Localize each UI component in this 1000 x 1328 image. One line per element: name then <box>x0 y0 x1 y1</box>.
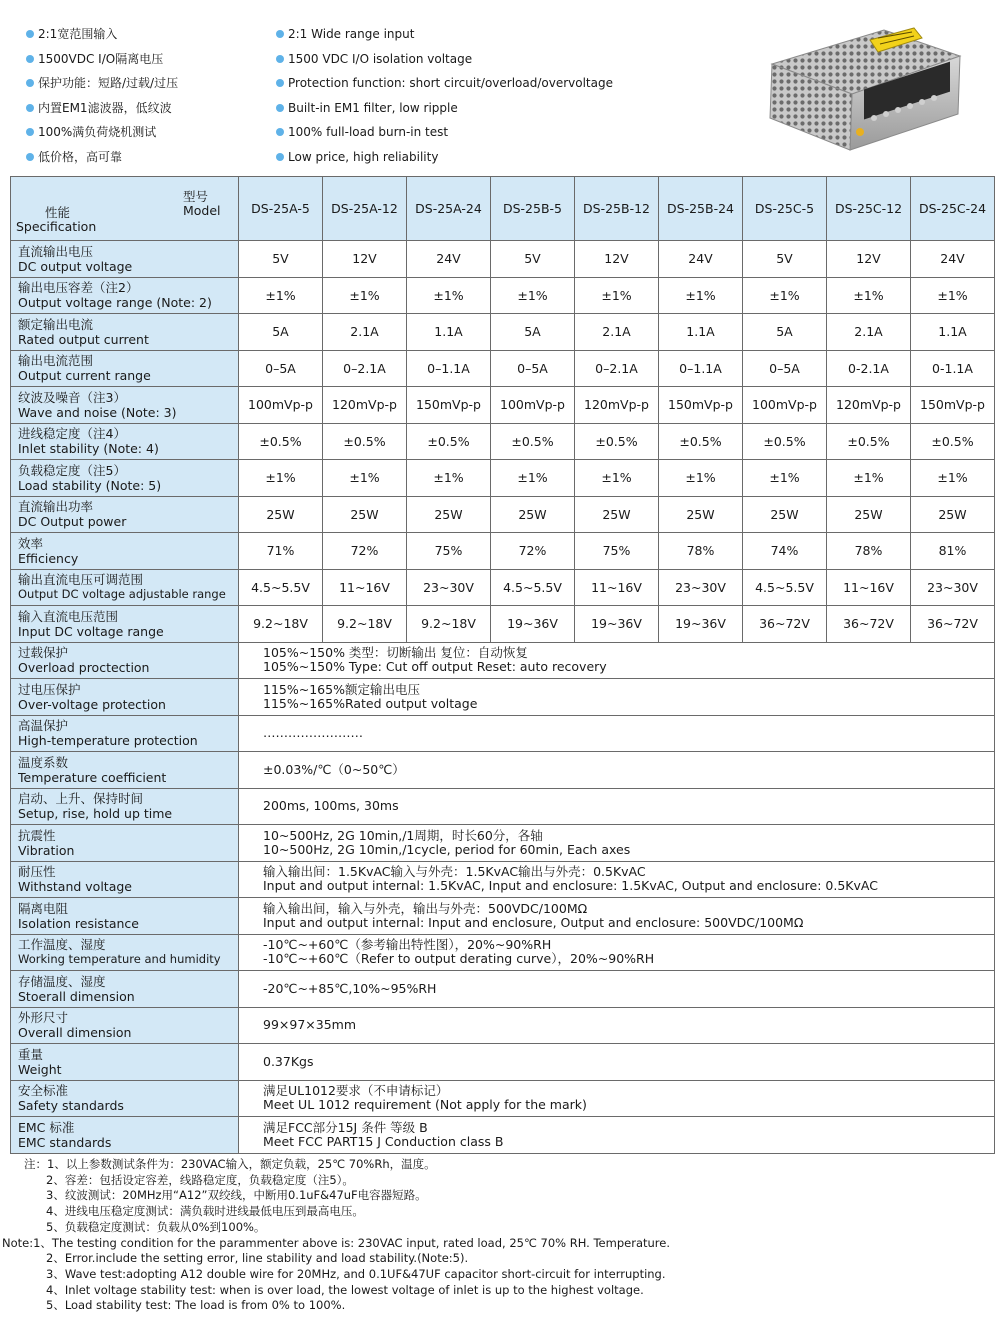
row-label-cn: 存储温度、湿度 <box>18 973 106 989</box>
model-rows <box>11 241 995 643</box>
spec-label-en: Specification <box>16 219 97 234</box>
row-label-en: Wave and noise (Note: 3) <box>18 404 177 420</box>
spec-value-cell <box>239 679 995 716</box>
feature-item: 1500VDC I/O隔离电压 <box>26 47 178 72</box>
row-label-en: Weight <box>18 1061 62 1077</box>
spec-value-cell: 0–5A <box>491 350 575 387</box>
spec-value-cell: 150mVp-p <box>407 387 491 424</box>
spec-value-cell <box>239 934 995 971</box>
row-label-en: Rated output current <box>18 331 149 347</box>
table-row <box>11 752 995 789</box>
spec-value-line: 99×97×35mm <box>263 1017 357 1033</box>
row-label-cn: 输出电压容差（注2） <box>18 280 139 296</box>
spec-value-cell: 2.1A <box>575 314 659 351</box>
spec-value-line: 满足FCC部分15J 条件 等级 B <box>263 1119 428 1135</box>
spec-value-line: -20℃~+85℃,10%~95%RH <box>263 980 437 996</box>
features-en-list <box>276 22 613 169</box>
row-label <box>11 387 239 424</box>
feature-item: 2:1 Wide range input <box>276 22 613 47</box>
row-label-en: Overall dimension <box>18 1025 132 1041</box>
row-label-cn: 输出直流电压可调范围 <box>18 572 144 588</box>
model-label-en: Model <box>183 203 221 218</box>
spec-value-line: Input and output internal: Input and enclosure, Output and enclosure: 500VDC/100MΩ <box>263 914 804 930</box>
row-label <box>11 606 239 643</box>
note-line: 4、进线电压稳定度测试：满负载时进线最低电压到最高电压。 <box>46 1204 364 1219</box>
model-label-cn: 型号 <box>183 189 209 204</box>
spec-value-cell: ±1% <box>491 460 575 497</box>
table-row <box>11 277 995 314</box>
spec-value-cell: 36~72V <box>827 606 911 643</box>
spec-value-line: 115%~165%额定输出电压 <box>263 681 420 697</box>
spec-value-cell <box>239 825 995 862</box>
spec-value-line: 105%~150% 类型：切断输出 复位：自动恢复 <box>263 645 528 661</box>
spec-value-cell <box>239 1080 995 1117</box>
note-line: 2、容差：包括设定容差，线路稳定度，负载稳定度（注5）。 <box>46 1172 354 1187</box>
row-label-en: Efficiency <box>18 550 79 566</box>
note-line: 4、Inlet voltage stability test: when is over load, the lowest voltage of inlet is up to the highest voltage. <box>46 1282 644 1297</box>
model-header: DS-25C-12 <box>827 177 911 241</box>
spec-value-cell: 25W <box>575 496 659 533</box>
row-label <box>11 642 239 679</box>
row-label-en: Input DC voltage range <box>18 623 164 639</box>
row-label-en: Vibration <box>18 842 75 858</box>
spec-value-cell: 1.1A <box>659 314 743 351</box>
row-label-cn: 重量 <box>18 1046 44 1062</box>
spec-value-line: Input and output internal: 1.5KvAC, Input and enclosure: 1.5KvAC, Output and enclosure: 0.5KvAC <box>263 878 878 894</box>
spec-value-cell <box>239 1007 995 1044</box>
row-label <box>11 1044 239 1081</box>
row-label <box>11 241 239 278</box>
spec-value-cell: 25W <box>743 496 827 533</box>
spec-value-cell: ±0.5% <box>407 423 491 460</box>
feature-item: Low price, high reliability <box>276 145 613 170</box>
row-label-cn: 输出电流范围 <box>18 353 94 369</box>
spec-value-cell: ±0.5% <box>911 423 995 460</box>
table-row <box>11 569 995 606</box>
spec-value-cell: 100mVp-p <box>239 387 323 424</box>
spec-value-cell: ±0.5% <box>659 423 743 460</box>
spec-value-cell: 24V <box>911 241 995 278</box>
spec-value-line: 115%~165%Rated output voltage <box>263 695 478 711</box>
feature-item: 100%满负荷烧机测试 <box>26 120 178 145</box>
spec-value-cell: 23~30V <box>407 569 491 606</box>
spec-value-cell: ±0.5% <box>827 423 911 460</box>
row-label-en: Setup, rise, hold up time <box>18 806 173 822</box>
row-label <box>11 825 239 862</box>
table-row <box>11 715 995 752</box>
bullet-icon <box>26 55 34 63</box>
spec-value-cell: 19~36V <box>575 606 659 643</box>
row-label <box>11 861 239 898</box>
spec-value-cell: 75% <box>407 533 491 570</box>
spec-value-cell: 4.5~5.5V <box>491 569 575 606</box>
common-spec-rows <box>11 642 995 1153</box>
spec-value-cell <box>239 898 995 935</box>
table-row <box>11 460 995 497</box>
spec-value-cell: 0-2.1A <box>827 350 911 387</box>
spec-value-cell: ±1% <box>743 277 827 314</box>
spec-value-line: -10℃~+60℃（参考输出特性图），20%~90%RH <box>263 937 552 953</box>
spec-value-cell: ±1% <box>407 460 491 497</box>
row-label-en: High-temperature protection <box>18 733 198 749</box>
spec-value-cell: 1.1A <box>911 314 995 351</box>
spec-value-line: 输入输出间：1.5KvAC输入与外壳：1.5KvAC输出与外壳：0.5KvAC <box>263 864 646 880</box>
row-label-en: Inlet stability (Note: 4) <box>18 441 159 457</box>
row-label <box>11 533 239 570</box>
table-row <box>11 788 995 825</box>
spec-value-cell: 23~30V <box>659 569 743 606</box>
row-label <box>11 715 239 752</box>
table-row <box>11 825 995 862</box>
note-line: 注：1、以上参数测试条件为：230VAC输入，额定负载，25℃ 70%Rh，温度。 <box>24 1157 436 1171</box>
spec-value-cell: ±1% <box>827 460 911 497</box>
row-label <box>11 314 239 351</box>
row-label-en: Temperature coefficient <box>18 769 167 785</box>
spec-value-cell: 11~16V <box>323 569 407 606</box>
spec-value-cell: 23~30V <box>911 569 995 606</box>
features-cn-list <box>26 22 178 169</box>
row-label-cn: 隔离电阻 <box>18 900 69 916</box>
bullet-icon <box>26 128 34 136</box>
row-label <box>11 934 239 971</box>
table-row <box>11 1080 995 1117</box>
spec-value-cell: 25W <box>407 496 491 533</box>
spec-value-line: 10~500Hz, 2G 10min,/1cycle, period for 60min, Each axes <box>263 841 631 857</box>
row-label <box>11 788 239 825</box>
row-label-cn: 过载保护 <box>18 645 69 661</box>
spec-value-cell: 25W <box>911 496 995 533</box>
row-label-cn: 直流输出功率 <box>18 499 94 515</box>
spec-value-cell: ±0.5% <box>491 423 575 460</box>
spec-value-cell: 4.5~5.5V <box>239 569 323 606</box>
row-label-cn: 直流输出电压 <box>18 243 94 259</box>
model-header: DS-25B-5 <box>491 177 575 241</box>
spec-value-cell <box>239 1044 995 1081</box>
note-line: 5、负载稳定度测试：负载从0%到100%。 <box>46 1219 266 1234</box>
table-row <box>11 861 995 898</box>
row-label-cn: 额定输出电流 <box>18 316 94 332</box>
row-label-en: Overload proctection <box>18 660 150 676</box>
spec-value-cell: 81% <box>911 533 995 570</box>
spec-value-cell <box>239 715 995 752</box>
spec-value-cell: 100mVp-p <box>743 387 827 424</box>
feature-item: 1500 VDC I/O isolation voltage <box>276 47 613 72</box>
table-row <box>11 606 995 643</box>
spec-value-cell: 120mVp-p <box>575 387 659 424</box>
spec-value-cell: 25W <box>659 496 743 533</box>
spec-value-cell: 0–5A <box>239 350 323 387</box>
model-header: DS-25C-5 <box>743 177 827 241</box>
bullet-icon <box>26 104 34 112</box>
spec-value-cell: ±1% <box>743 460 827 497</box>
spec-value-cell: ±1% <box>323 460 407 497</box>
spec-value-cell: 25W <box>239 496 323 533</box>
row-label-cn: 启动、上升、保持时间 <box>18 791 144 807</box>
spec-value-cell: 75% <box>575 533 659 570</box>
spec-value-line: 200ms, 100ms, 30ms <box>263 798 399 814</box>
spec-value-cell: 24V <box>407 241 491 278</box>
row-label-en: Stoerall dimension <box>18 988 135 1004</box>
bullet-icon <box>26 79 34 87</box>
spec-value-line: 0.37Kgs <box>263 1053 314 1069</box>
spec-value-line: -10℃~+60℃（Refer to output derating curve），20%~90%RH <box>263 951 655 967</box>
row-label-cn: EMC 标准 <box>18 1119 75 1135</box>
table-row <box>11 423 995 460</box>
note-line: 3、Wave test:adopting A12 double wire for 20MHz, and 0.1UF&47UF capacitor short-circuit for interrupting. <box>46 1266 666 1281</box>
spec-value-line: Meet UL 1012 requirement (Not apply for the mark) <box>263 1097 587 1113</box>
row-label-cn: 纹波及噪音（注3） <box>18 389 126 405</box>
table-row <box>11 533 995 570</box>
row-label-cn: 抗震性 <box>18 827 56 843</box>
spec-value-cell: 5A <box>491 314 575 351</box>
spec-value-cell: 12V <box>827 241 911 278</box>
spec-value-cell: 120mVp-p <box>323 387 407 424</box>
note-line: 2、Error.include the setting error, line stability and load stability.(Note:5). <box>46 1251 469 1266</box>
row-label <box>11 679 239 716</box>
spec-value-cell: 12V <box>575 241 659 278</box>
model-header-row <box>11 177 995 241</box>
spec-value-cell: 0–1.1A <box>659 350 743 387</box>
row-label-en: Load stability (Note: 5) <box>18 477 162 493</box>
row-label-cn: 过电压保护 <box>18 681 81 697</box>
spec-value-cell: 19~36V <box>491 606 575 643</box>
bullet-icon <box>276 153 284 161</box>
row-label <box>11 277 239 314</box>
bullet-icon <box>26 153 34 161</box>
bullet-icon <box>276 104 284 112</box>
table-row <box>11 898 995 935</box>
spec-value-cell: ±1% <box>575 277 659 314</box>
row-label-cn: 输入直流电压范围 <box>18 608 119 624</box>
spec-value-cell: 36~72V <box>911 606 995 643</box>
notes-section <box>2 1157 670 1314</box>
row-label <box>11 971 239 1008</box>
row-label-cn: 工作温度、湿度 <box>18 937 106 953</box>
spec-value-cell: 0-1.1A <box>911 350 995 387</box>
row-label-en: Isolation resistance <box>18 915 139 931</box>
spec-value-cell: 5A <box>743 314 827 351</box>
spec-value-line: 105%~150% Type: Cut off output Reset: auto recovery <box>263 659 607 675</box>
spec-value-cell: 9.2~18V <box>407 606 491 643</box>
spec-value-cell: 24V <box>659 241 743 278</box>
spec-value-cell: 5V <box>743 241 827 278</box>
table-row <box>11 314 995 351</box>
note-line: Note:1、The testing condition for the parammenter above is: 230VAC input, rated load, 25℃ 70% RH. Temperature. <box>2 1235 670 1250</box>
spec-value-line: 满足UL1012要求（不申请标记） <box>263 1083 449 1099</box>
spec-value-cell: 12V <box>323 241 407 278</box>
row-label <box>11 752 239 789</box>
spec-value-line: …………………… <box>263 725 363 741</box>
table-row <box>11 350 995 387</box>
spec-value-cell: ±1% <box>407 277 491 314</box>
bullet-icon <box>276 128 284 136</box>
spec-value-cell: 71% <box>239 533 323 570</box>
table-row <box>11 642 995 679</box>
spec-value-cell <box>239 788 995 825</box>
spec-label-cn: 性能 <box>45 205 71 220</box>
note-line: 3、纹波测试：20MHz用“A12”双绞线，中断用0.1uF&47uF电容器短路。 <box>46 1188 427 1203</box>
spec-value-cell: 150mVp-p <box>911 387 995 424</box>
row-label-en: Withstand voltage <box>18 879 132 895</box>
spec-value-cell: 2.1A <box>827 314 911 351</box>
row-label-en: Working temperature and humidity <box>18 952 221 967</box>
spec-value-line: Meet FCC PART15 J Conduction class B <box>263 1133 504 1149</box>
table-row <box>11 387 995 424</box>
row-label-cn: 负载稳定度（注5） <box>18 462 126 478</box>
spec-value-cell: 78% <box>827 533 911 570</box>
model-header: DS-25C-24 <box>911 177 995 241</box>
feature-item: 100% full-load burn-in test <box>276 120 613 145</box>
table-row <box>11 1007 995 1044</box>
spec-value-cell: ±1% <box>911 460 995 497</box>
spec-value-cell: 4.5~5.5V <box>743 569 827 606</box>
row-label <box>11 898 239 935</box>
spec-value-cell: ±1% <box>239 277 323 314</box>
spec-value-cell: 5V <box>491 241 575 278</box>
feature-item: 内置EM1滤波器，低纹波 <box>26 96 178 121</box>
row-label <box>11 1080 239 1117</box>
spec-value-cell: ±1% <box>659 277 743 314</box>
spec-value-cell: 5V <box>239 241 323 278</box>
row-label-en: Output voltage range (Note: 2) <box>18 295 212 311</box>
model-header: DS-25B-12 <box>575 177 659 241</box>
spec-value-cell: 11~16V <box>827 569 911 606</box>
row-label-cn: 温度系数 <box>18 754 69 770</box>
row-label-cn: 效率 <box>18 535 44 551</box>
model-header: DS-25A-12 <box>323 177 407 241</box>
spec-value-cell <box>239 642 995 679</box>
spec-value-cell: 36~72V <box>743 606 827 643</box>
spec-value-cell: 0–1.1A <box>407 350 491 387</box>
bullet-icon <box>276 55 284 63</box>
spec-value-cell: ±0.5% <box>239 423 323 460</box>
feature-item: Built-in EM1 filter, low ripple <box>276 96 613 121</box>
row-label <box>11 569 239 606</box>
spec-value-cell <box>239 861 995 898</box>
bullet-icon <box>26 30 34 38</box>
row-label-en: Safety standards <box>18 1098 124 1114</box>
model-header: DS-25A-5 <box>239 177 323 241</box>
spec-value-cell: 72% <box>323 533 407 570</box>
spec-value-line: 10~500Hz, 2G 10min,/1周期，时长60分，各轴 <box>263 827 543 843</box>
row-label-en: EMC standards <box>18 1134 112 1150</box>
spec-value-cell <box>239 1117 995 1154</box>
spec-value-cell: ±1% <box>239 460 323 497</box>
row-label <box>11 1117 239 1154</box>
row-label-cn: 安全标准 <box>18 1083 69 1099</box>
spec-value-cell: 2.1A <box>323 314 407 351</box>
row-label-en: Output current range <box>18 368 151 384</box>
spec-value-cell: 100mVp-p <box>491 387 575 424</box>
spec-value-cell: ±1% <box>659 460 743 497</box>
spec-value-cell: 0–5A <box>743 350 827 387</box>
spec-value-cell: 78% <box>659 533 743 570</box>
table-row <box>11 1044 995 1081</box>
spec-value-cell: 120mVp-p <box>827 387 911 424</box>
spec-value-cell: ±1% <box>575 460 659 497</box>
row-label <box>11 496 239 533</box>
spec-value-cell: ±1% <box>323 277 407 314</box>
table-row <box>11 934 995 971</box>
spec-value-cell <box>239 752 995 789</box>
row-label <box>11 460 239 497</box>
spec-value-cell: ±1% <box>911 277 995 314</box>
row-label-en: Over-voltage protection <box>18 696 166 712</box>
spec-value-cell: ±1% <box>827 277 911 314</box>
spec-value-cell: 9.2~18V <box>239 606 323 643</box>
bullet-icon <box>276 79 284 87</box>
model-header: DS-25B-24 <box>659 177 743 241</box>
features-header <box>0 0 1000 174</box>
row-label-cn: 耐压性 <box>18 864 56 880</box>
spec-value-cell: 19~36V <box>659 606 743 643</box>
row-label-en: Output DC voltage adjustable range <box>18 587 226 602</box>
spec-value-line: ±0.03%/℃（0~50℃） <box>263 761 405 777</box>
spec-value-line: 输入输出间，输入与外壳，输出与外壳：500VDC/100MΩ <box>263 900 588 916</box>
table-row <box>11 679 995 716</box>
table-row <box>11 971 995 1008</box>
spec-value-cell: 74% <box>743 533 827 570</box>
spec-value-cell: 25W <box>491 496 575 533</box>
spec-value-cell: ±1% <box>491 277 575 314</box>
row-label <box>11 1007 239 1044</box>
spec-value-cell: ±0.5% <box>575 423 659 460</box>
spec-value-cell: ±0.5% <box>743 423 827 460</box>
note-line: 5、Load stability test: The load is from 0% to 100%. <box>46 1298 346 1313</box>
spec-value-cell: 150mVp-p <box>659 387 743 424</box>
feature-item: 2:1宽范围输入 <box>26 22 178 47</box>
power-supply-image <box>764 22 964 154</box>
feature-item: 保护功能：短路/过载/过压 <box>26 71 178 96</box>
row-label-en: DC output voltage <box>18 258 133 274</box>
spec-table <box>10 176 995 1154</box>
feature-item: 低价格，高可靠 <box>26 145 178 170</box>
row-label-cn: 进线稳定度（注4） <box>18 426 126 442</box>
feature-item: Protection function: short circuit/overload/overvoltage <box>276 71 613 96</box>
row-label-en: DC Output power <box>18 514 127 530</box>
table-corner-cell <box>11 177 239 241</box>
spec-value-cell <box>239 971 995 1008</box>
table-row <box>11 1117 995 1154</box>
row-label-cn: 外形尺寸 <box>18 1010 69 1026</box>
spec-value-cell: 72% <box>491 533 575 570</box>
row-label <box>11 350 239 387</box>
spec-value-cell: 25W <box>323 496 407 533</box>
spec-value-cell: ±0.5% <box>323 423 407 460</box>
spec-value-cell: 1.1A <box>407 314 491 351</box>
row-label-cn: 高温保护 <box>18 718 69 734</box>
spec-value-cell: 5A <box>239 314 323 351</box>
spec-value-cell: 0–2.1A <box>323 350 407 387</box>
table-row <box>11 496 995 533</box>
model-header: DS-25A-24 <box>407 177 491 241</box>
spec-value-cell: 25W <box>827 496 911 533</box>
row-label <box>11 423 239 460</box>
table-row <box>11 241 995 278</box>
spec-value-cell: 11~16V <box>575 569 659 606</box>
spec-value-cell: 0–2.1A <box>575 350 659 387</box>
spec-value-cell: 9.2~18V <box>323 606 407 643</box>
bullet-icon <box>276 30 284 38</box>
